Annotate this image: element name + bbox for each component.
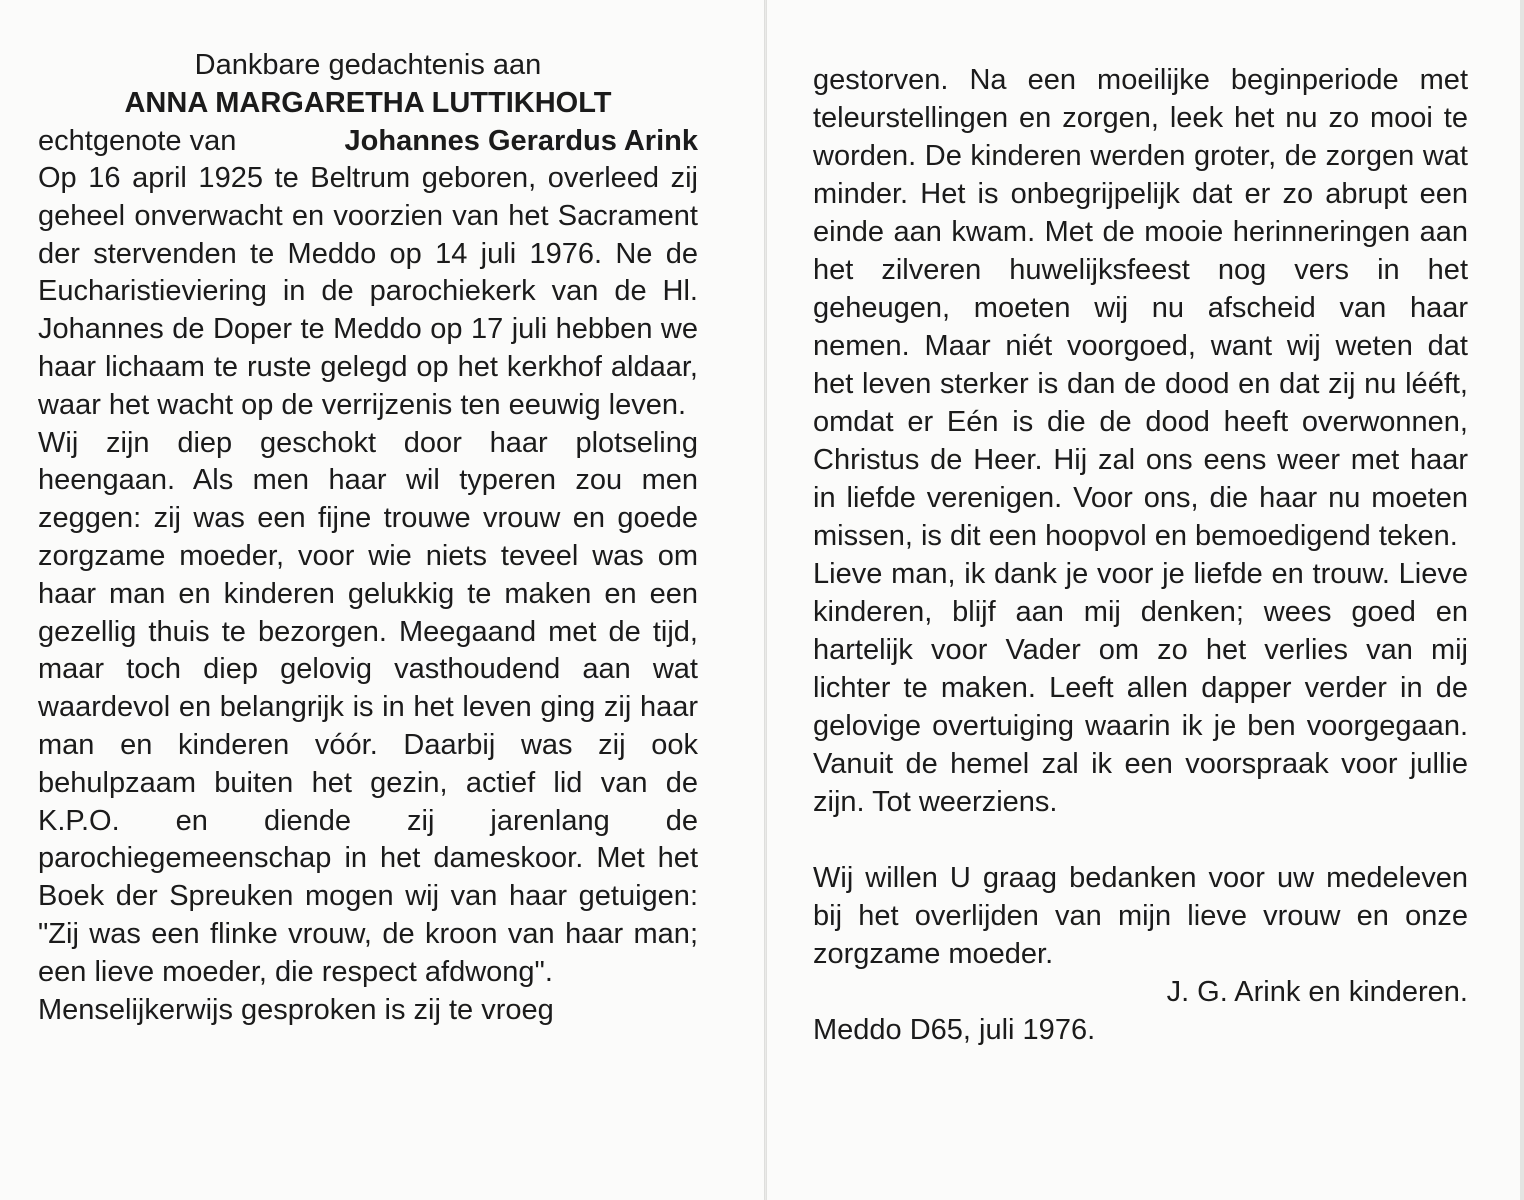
card-fold-line	[764, 0, 767, 1200]
left-page	[38, 0, 698, 1200]
spouse-prefix: echtgenote van	[38, 125, 237, 157]
biography-paragraph: Op 16 april 1925 te Beltrum geboren, overleed zij geheel onverwacht en voorzien van het Sacrament der stervenden te Meddo op 14 juli 1976. Ne de Eucharistieviering in de parochiekerk van de Hl. Johannes de Doper te Meddo op 17 juli hebben we haar lichaam te ruste gelegd op het kerkhof aldaar, waar het wacht op de verrijzenis ten eeuwig leven.	[38, 162, 698, 421]
thanks-paragraph: Wij willen U graag bedanken voor uw medeleven bij het overlijden van mijn lieve vrouw en onze zorgzame moeder.	[813, 862, 1468, 970]
deceased-name: ANNA MARGARETHA LUTTIKHOLT	[124, 87, 612, 119]
spouse-name: Johannes Gerardus Arink	[344, 125, 698, 157]
spouse-line	[38, 122, 698, 160]
card-edge	[1520, 0, 1524, 1200]
farewell-paragraph: Lieve man, ik dank je voor je liefde en trouw. Lieve kinderen, blijf aan mij denken; wees goed en hartelijk voor Vader om zo het verlies van mij lichter te maken. Leeft allen dapper verder in de gelovige overtuiging waarin ik je ben voorgegaan. Vanuit de hemel zal ik een voorspraak voor jullie zijn. Tot weerziens.	[813, 558, 1468, 818]
memorial-intro: Dankbare gedachtenis aan	[194, 49, 542, 81]
continuation-paragraph: Menselijkerwijs gesproken is zij te vroeg	[38, 993, 554, 1026]
signature: J. G. Arink en kinderen.	[1166, 976, 1468, 1008]
character-paragraph: Wij zijn diep geschokt door haar plotseling heengaan. Als men haar wil typeren zou men zeggen: zij was een fijne trouwe vrouw en goede zorgzame moeder, voor wie niets teveel was om haar man en kinderen gelukkig te maken en een gezellig thuis te bezorgen. Meegaand met de tijd, maar toch diep gelovig vasthoudend aan wat waardevol en belangrijk is in het leven ging zij haar man en kinderen vóór. Daarbij was zij ook behulpzaam buiten het gezin, actief lid van de K.P.O. en diende zij jarenlang de parochiegemeenschap in het dameskoor. Met het Boek der Spreuken mogen wij van haar getuigen: "Zij was een flinke vrouw, de kroon van haar man; een lieve moeder, die respect afdwong".	[38, 426, 698, 988]
reflection-paragraph: gestorven. Na een moeilijke beginperiode met teleurstellingen en zorgen, leek het nu zo mooi te worden. De kinderen werden groter, de zorgen wat minder. Het is onbegrijpelijk dat er zo abrupt een einde aan kwam. Met de mooie herinneringen aan het zilveren huwelijksfeest nog vers in het geheugen, moeten wij nu afscheid van haar nemen. Maar niét voorgoed, want wij weten dat het leven sterker is dan de dood en dat zij nu lééft, omdat er Eén is die de dood heeft overwonnen, Christus de Heer. Hij zal ons eens weer met haar in liefde verenigen. Voor ons, die haar nu moeten missen, is dit een hoopvol en bemoedigend teken.	[813, 64, 1468, 552]
right-page	[813, 0, 1468, 1200]
place-date: Meddo D65, juli 1976.	[813, 1014, 1096, 1046]
